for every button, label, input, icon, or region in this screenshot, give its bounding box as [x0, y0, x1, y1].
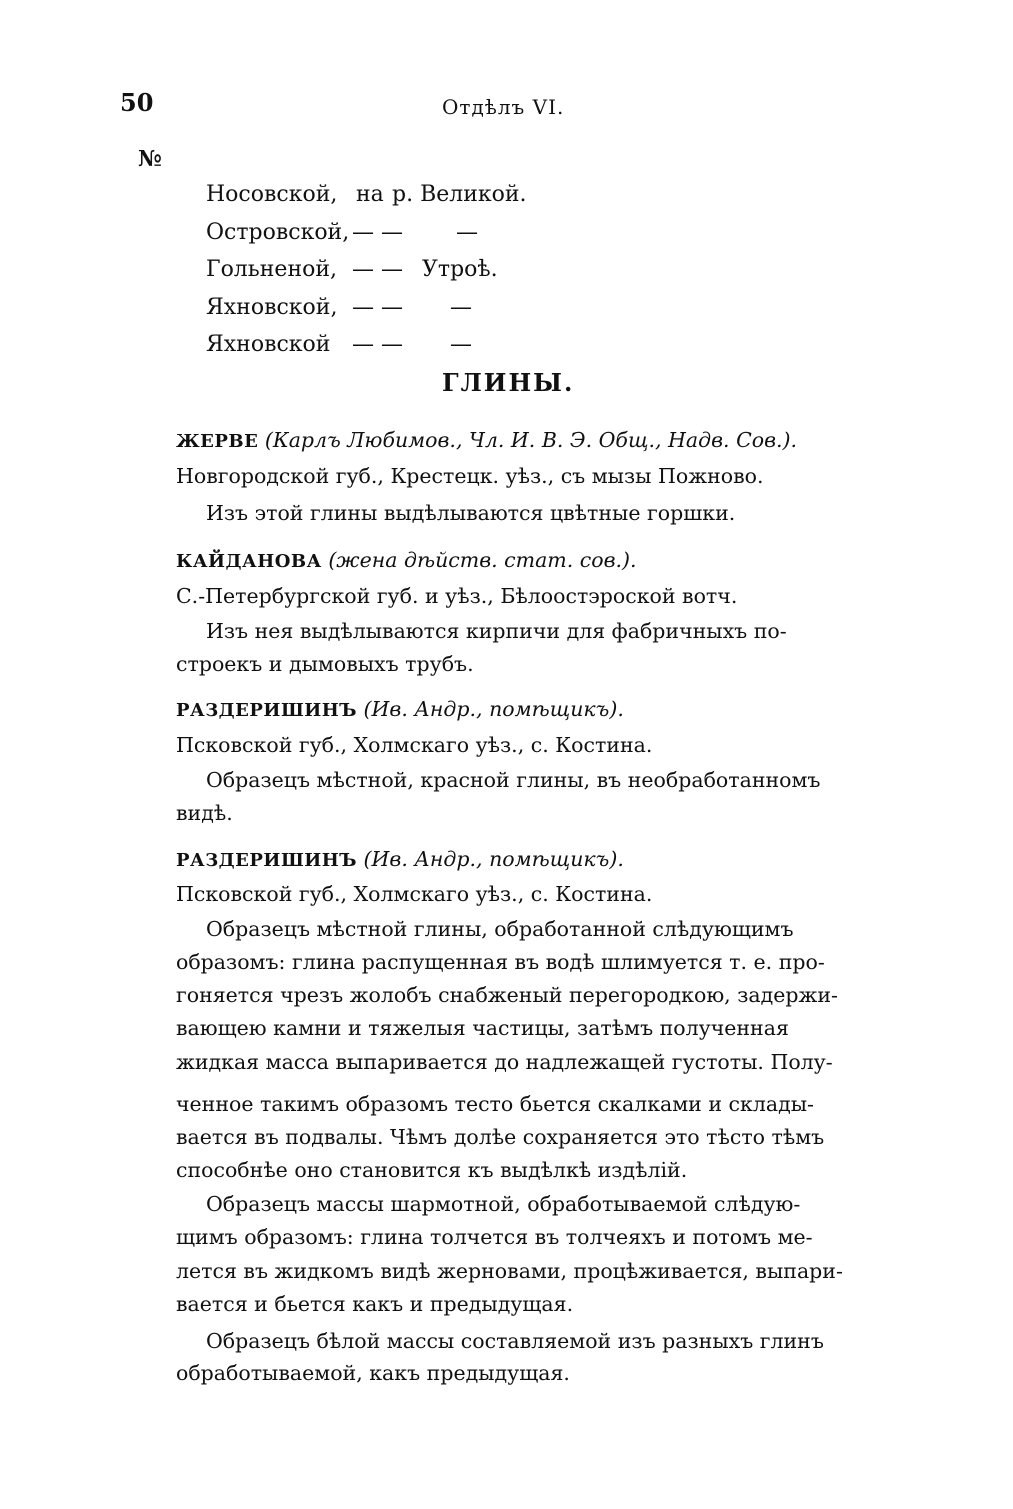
ditto-dash: — — [352, 219, 403, 245]
river-name: Островской, [206, 219, 350, 245]
entry-description-line: вается въ подвалы. Чѣмъ долѣе сохраняется это тѣсто тѣмъ [176, 1125, 825, 1149]
entry-name: КАЙДАНОВА [176, 551, 322, 572]
entry-title: (Ив. Андр., помѣщикъ). [363, 847, 624, 871]
entry-description-line: жидкая масса выпаривается до надлежащей густоты. Полу- [176, 1050, 833, 1074]
section-title: ГЛИНЫ. [442, 368, 575, 397]
river-value: р. Великой. [392, 182, 527, 207]
river-name: Яхновской [206, 332, 331, 357]
entry-location: С.-Петербургской губ. и уѣз., Бѣлоостэроской вотч. [176, 584, 738, 608]
entry-description-line: Изъ этой глины выдѣлываются цвѣтные горшки. [206, 501, 736, 525]
river-prep: на [356, 182, 384, 207]
ditto-dash: — [450, 294, 472, 320]
entry-description-line: гоняется чрезъ жолобъ снабженый перегородкою, задержи- [176, 983, 838, 1007]
entry-description-line: Изъ нея выдѣлываются кирпичи для фабричныхъ по- [206, 619, 787, 643]
entry-description-line: образомъ: глина распущенная въ водѣ шлимуется т. е. про- [176, 950, 825, 974]
list-item [206, 289, 472, 327]
river-name: Яхновской, [206, 294, 338, 320]
entry-heading [176, 424, 797, 458]
ditto-dash: — [450, 332, 472, 357]
entry-description-line: щимъ образомъ: глина толчется въ толчеяхъ и потомъ ме- [176, 1225, 813, 1249]
entry-heading [176, 843, 624, 877]
entry-description-line: Образецъ мѣстной глины, обработанной слѣдующимъ [206, 917, 794, 941]
entry-heading [176, 693, 624, 727]
entry-location: Псковской губ., Холмскаго уѣз., с. Костина. [176, 733, 653, 757]
entry-description-line: видѣ. [176, 801, 233, 825]
river-name: Гольненой, [206, 257, 338, 282]
entry-description-line: лется въ жидкомъ видѣ жерновами, процѣживается, выпари- [176, 1259, 843, 1283]
list-item [206, 251, 498, 289]
entry-title: (Ив. Андр., помѣщикъ). [363, 697, 624, 721]
entry-name: РАЗДЕРИШИНЪ [176, 850, 357, 871]
list-item [206, 326, 472, 364]
ditto-dash: — — [352, 332, 403, 357]
ditto-dash: — — [352, 294, 403, 320]
ditto-dash: — [456, 219, 478, 245]
entry-description-line: строекъ и дымовыхъ трубъ. [176, 652, 474, 676]
entry-description-line: Образецъ мѣстной, красной глины, въ необработанномъ [206, 768, 821, 792]
entry-name: РАЗДЕРИШИНЪ [176, 700, 357, 721]
entry-heading [176, 544, 637, 578]
entry-description-line: способнѣе оно становится къ выдѣлкѣ издѣлій. [176, 1158, 688, 1182]
entry-title: (Карлъ Любимов., Чл. И. В. Э. Общ., Надв. Сов.). [264, 428, 798, 452]
entry-description-line: Образецъ бѣлой массы составляемой изъ разныхъ глинъ [206, 1329, 824, 1353]
river-value: Утроѣ. [422, 257, 498, 282]
entry-location: Псковской губ., Холмскаго уѣз., с. Костина. [176, 882, 653, 906]
river-list [206, 176, 527, 364]
ditto-dash: — — [352, 257, 403, 282]
number-sign: № [138, 146, 162, 172]
entry-title: (жена дѣйств. стат. сов.). [328, 548, 637, 572]
entry-description-line: вающею камни и тяжелыя частицы, затѣмъ полученная [176, 1016, 789, 1040]
page-number: 50 [120, 88, 154, 117]
list-item [206, 214, 478, 252]
list-item [206, 176, 527, 214]
entry-description-line: обработываемой, какъ предыдущая. [176, 1361, 570, 1385]
entry-name: ЖЕРВЕ [176, 431, 259, 452]
entry-description-line: вается и бьется какъ и предыдущая. [176, 1292, 574, 1316]
running-title: Отдѣлъ VI. [442, 95, 565, 119]
entry-description-line: ченное такимъ образомъ тесто бьется скалками и склады- [176, 1092, 814, 1116]
entry-location: Новгородской губ., Крестецк. уѣз., съ мызы Пожново. [176, 464, 764, 488]
river-name: Носовской, [206, 182, 338, 207]
entry-description-line: Образецъ массы шармотной, обработываемой слѣдую- [206, 1192, 801, 1216]
